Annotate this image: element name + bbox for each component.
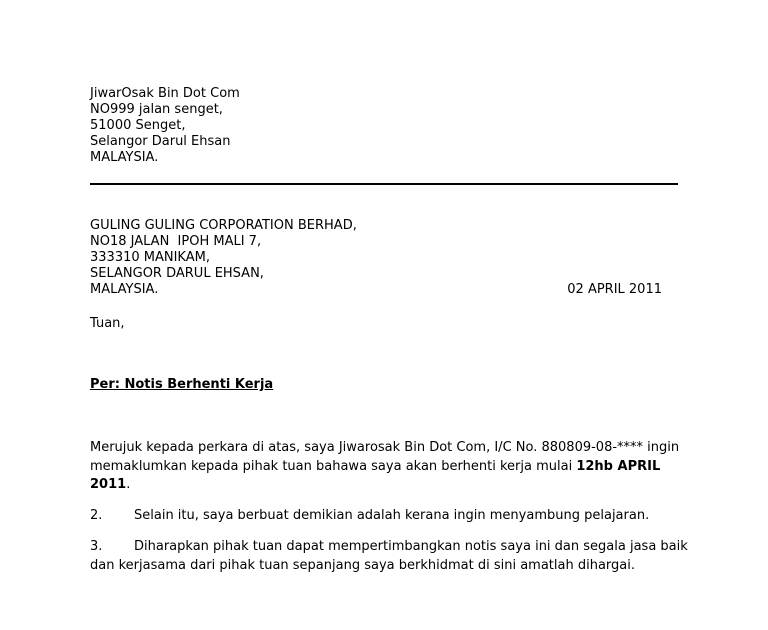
recipient-address-line: SELANGOR DARUL EHSAN, xyxy=(90,266,264,281)
paragraph-3-number: 3. xyxy=(90,539,103,554)
recipient-company: GULING GULING CORPORATION BERHAD, xyxy=(90,218,357,233)
sender-address-line: NO999 jalan senget, xyxy=(90,102,223,117)
sender-address-line: 51000 Senget, xyxy=(90,118,186,133)
paragraph-3 xyxy=(90,538,690,575)
paragraph-2 xyxy=(90,507,690,526)
paragraph-1 xyxy=(90,439,690,495)
sender-name: JiwarOsak Bin Dot Com xyxy=(90,86,240,101)
salutation: Tuan, xyxy=(90,316,125,331)
paragraph-2-number: 2. xyxy=(90,508,103,523)
recipient-address-line: 333310 MANIKAM, xyxy=(90,250,210,265)
recipient-address-line: NO18 JALAN IPOH MALI 7, xyxy=(90,234,262,249)
recipient-country: MALAYSIA. xyxy=(90,282,159,297)
sender-address-line: Selangor Darul Ehsan xyxy=(90,134,231,149)
paragraph-2-text: Selain itu, saya berbuat demikian adalah kerana ingin menyambung pelajaran. xyxy=(134,508,650,523)
paragraph-1-end: . xyxy=(126,477,131,492)
paragraph-1-text: Merujuk kepada perkara di atas, saya Jiwarosak Bin Dot Com, I/C No. 880809-08-**** ingin memaklumkan kepada pihak tuan bahawa saya akan berhenti kerja mulai xyxy=(90,440,680,474)
sender-country: MALAYSIA. xyxy=(90,150,159,165)
header-divider xyxy=(90,183,678,185)
letter-date: 02 APRIL 2011 xyxy=(567,282,662,297)
resignation-date: 12hb APRIL 2011 xyxy=(90,458,661,492)
letter-subject: Per: Notis Berhenti Kerja xyxy=(90,377,274,392)
paragraph-3-text: Diharapkan pihak tuan dapat mempertimbangkan notis saya ini dan segala jasa baik dan kerjasama dari pihak tuan sepanjang saya berkhidmat di sini amatlah dihargai. xyxy=(90,539,688,573)
